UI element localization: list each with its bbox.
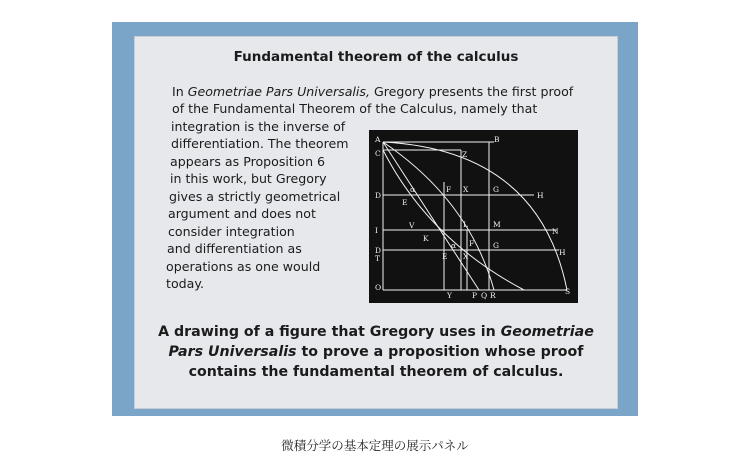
label-b: B: [494, 135, 500, 144]
outer-curve: [383, 142, 567, 290]
label-f: F: [446, 185, 452, 194]
body-line-11: operations as one would: [166, 259, 321, 274]
label-alpha: α: [410, 185, 416, 194]
body-line-4: differentiation. The theorem: [171, 136, 349, 151]
body-line-10: and differentiation as: [167, 241, 302, 256]
panel-caption: [150, 322, 602, 382]
label-h2: H: [559, 248, 566, 257]
body-line-12: today.: [166, 276, 205, 291]
label-q: Q: [481, 291, 488, 300]
body-line-2: of the Fundamental Theorem of the Calculus, namely that: [172, 101, 538, 116]
label-e2: E: [442, 252, 448, 261]
label-h: H: [537, 191, 544, 200]
body-line-7: gives a strictly geometrical: [169, 189, 341, 204]
label-r: R: [490, 291, 496, 300]
label-c: C: [375, 149, 381, 158]
label-p: P: [472, 291, 478, 300]
label-x: X: [463, 185, 469, 194]
label-m: M: [493, 220, 501, 229]
body-line-9: consider integration: [168, 224, 295, 239]
gregory-geometric-figure: [369, 130, 578, 303]
caption-line-1: A drawing of a figure that Gregory uses in Geometriae: [158, 324, 594, 340]
label-v: V: [409, 221, 415, 230]
label-e: E: [402, 198, 408, 207]
body-line-1: In Geometriae Pars Universalis, Gregory presents the first proof: [172, 84, 574, 99]
body-line-3: integration is the inverse of: [171, 119, 346, 134]
label-i: I: [375, 226, 378, 235]
label-d: D: [375, 191, 382, 200]
label-o: O: [375, 283, 382, 292]
label-n: N: [552, 227, 559, 236]
label-x2: X: [463, 252, 469, 261]
label-g2: G: [493, 241, 499, 250]
label-y: Y: [447, 291, 452, 300]
caption-line-3: contains the fundamental theorem of calculus.: [188, 364, 564, 380]
caption-line-2: Pars Universalis to prove a proposition whose proof: [168, 344, 584, 360]
label-g: G: [493, 185, 499, 194]
diagonal-line: [383, 142, 479, 290]
label-alpha2: α: [451, 241, 457, 250]
body-line-6: in this work, but Gregory: [170, 171, 327, 186]
label-s: S: [565, 287, 571, 296]
inner-curve: [383, 150, 524, 290]
label-l: L: [463, 220, 468, 229]
label-f2: F: [469, 239, 475, 248]
photo-caption: 微積分学の基本定理の展示パネル: [281, 438, 469, 453]
label-k: K: [423, 234, 429, 243]
label-t: T: [375, 254, 381, 263]
body-line-5: appears as Proposition 6: [170, 154, 326, 169]
label-z: Z: [462, 150, 468, 159]
body-line-8: argument and does not: [168, 206, 316, 221]
label-a: A: [375, 135, 381, 144]
panel-title: Fundamental theorem of the calculus: [233, 49, 519, 65]
figure-drawing: [369, 130, 578, 303]
label-d2: D: [375, 246, 382, 255]
